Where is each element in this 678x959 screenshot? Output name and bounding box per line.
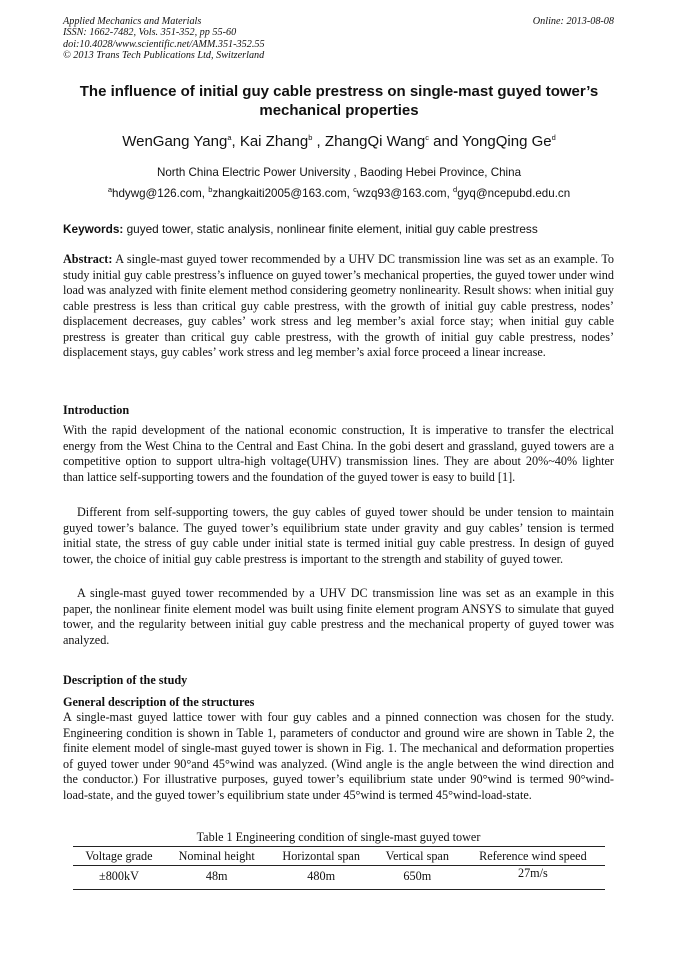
abstract-label: Abstract: bbox=[63, 252, 113, 266]
email-address: wzq93@163.com bbox=[356, 187, 447, 200]
engineering-condition-table bbox=[73, 846, 605, 890]
email-sep: , bbox=[446, 187, 454, 200]
table-cell: 480m bbox=[269, 866, 374, 890]
study-heading: Description of the study bbox=[63, 673, 188, 687]
copyright-line: © 2013 Trans Tech Publications Ltd, Switzerland bbox=[63, 50, 265, 62]
author-sup: c bbox=[425, 133, 429, 142]
table-header-cell: Vertical span bbox=[374, 847, 461, 866]
structures-subheading: General description of the structures bbox=[63, 695, 255, 709]
doi-line: doi:10.4028/www.scientific.net/AMM.351-352.55 bbox=[63, 38, 265, 50]
author-sup: a bbox=[227, 133, 232, 142]
email-address: hdywg@126.com bbox=[112, 187, 202, 200]
keywords bbox=[63, 222, 538, 236]
email-address: zhangkaiti2005@163.com bbox=[212, 187, 347, 200]
table-cell: ±800kV bbox=[73, 866, 165, 890]
intro-paragraph-3: A single-mast guyed tower recommended by a UHV DC transmission line was set as an example in this paper, the nonlinear finite element model was built using finite element program ANSYS to simulate that guyed tower, and the regularity between initial guy cable prestress and the mechanical property of guyed tower was analyzed. bbox=[63, 586, 614, 647]
author-sep: and bbox=[428, 133, 463, 150]
email-sep: , bbox=[201, 187, 209, 200]
table-header-cell: Nominal height bbox=[165, 847, 269, 866]
table-header-cell: Voltage grade bbox=[73, 847, 165, 866]
email-sup: a bbox=[107, 185, 112, 195]
abstract-text: A single-mast guyed tower recommended by a UHV DC transmission line was set as an example. To study initial guy cable prestress’s influence on guyed tower’s mechanical properties, the guyed tower under wind load was analyzed with finite element method considering geometry nonlinearity. Result shows: when initial guy cable prestress is less than critical guy cable prestress, with the growth of initial guy cable prestress, nodes’ displacement decreases, guy cables’ work stress and leg member’s axial force stay; when initial guy cable prestress is greater than critical guy cable prestress, with the growth of initial guy cable prestress, nodes’ displacement stays, guy cables’ work stress and leg member’s axial force proceed a linear increase. bbox=[63, 252, 615, 360]
author-sep: , bbox=[231, 133, 240, 150]
keywords-label: Keywords: bbox=[63, 222, 124, 236]
table-cell: 27m/s bbox=[461, 866, 605, 890]
author-name: Kai Zhang bbox=[239, 133, 309, 150]
email-sup: d bbox=[453, 185, 458, 195]
table-header-cell: Reference wind speed bbox=[461, 847, 605, 866]
journal-header bbox=[63, 16, 265, 62]
intro-paragraph-2: Different from self-supporting towers, the guy cables of guyed tower should be under tension to maintain guyed tower’s balance. The guyed tower’s equilibrium state under gravity and guy cables’ tension is termed initial state, the stress of guy cable under initial state is termed initial guy cable prestress. In design of guyed tower, the choice of initial guy cable prestress is important to the strength and stability of guyed tower. bbox=[63, 505, 614, 566]
email-sep: , bbox=[346, 187, 354, 200]
author-name: WenGang Yang bbox=[122, 133, 228, 150]
journal-name: Applied Mechanics and Materials bbox=[63, 16, 202, 27]
table-row bbox=[73, 866, 605, 890]
table-cell: 650m bbox=[374, 866, 461, 890]
introduction-heading: Introduction bbox=[63, 403, 130, 417]
table-caption: Table 1 Engineering condition of single-mast guyed tower bbox=[196, 830, 481, 844]
keywords-text: guyed tower, static analysis, nonlinear finite element, initial guy cable prestress bbox=[126, 222, 538, 236]
email-sup: c bbox=[353, 185, 357, 195]
title-line-2: mechanical properties bbox=[259, 102, 419, 119]
table-header-row bbox=[73, 847, 605, 866]
table-cell: 48m bbox=[165, 866, 269, 890]
email-sup: b bbox=[208, 185, 213, 195]
author-name: ZhangQi Wang bbox=[324, 133, 426, 150]
title-line-1: The influence of initial guy cable prestress on single-mast guyed tower’s bbox=[79, 83, 599, 100]
issn-line: ISSN: 1662-7482, Vols. 351-352, pp 55-60 bbox=[63, 27, 237, 39]
author-name: YongQing Ge bbox=[462, 133, 552, 150]
intro-paragraph-1: With the rapid development of the national economic construction, It is imperative to transfer the electrical energy from the West China to the Central and East China. In the gobi desert and grassland, guyed towers are a competitive option to support ultra-high voltage(UHV) transmission lines. They are about 20%~40% lighter than lattice self-supporting towers and the foundation of the guyed tower is easy to build [1]. bbox=[63, 423, 614, 484]
table-header-cell: Horizontal span bbox=[269, 847, 374, 866]
author-sup: b bbox=[308, 133, 313, 142]
email-address: gyq@ncepubd.edu.cn bbox=[457, 187, 571, 200]
email-list bbox=[40, 187, 638, 200]
author-sup: d bbox=[551, 133, 556, 142]
online-date: Online: 2013-08-08 bbox=[532, 16, 614, 27]
abstract bbox=[63, 252, 614, 361]
affiliation: North China Electric Power University , Baoding Hebei Province, China bbox=[156, 166, 522, 179]
author-sep: , bbox=[312, 133, 325, 150]
paper-title bbox=[50, 82, 628, 120]
author-list bbox=[40, 133, 638, 150]
study-paragraph-1: A single-mast guyed lattice tower with four guy cables and a pinned connection was chosen for the study. Engineering condition is shown in Table 1, parameters of conductor and ground wire are shown in Table 2, the finite element model of single-mast guyed tower is shown in Fig. 1. The mechanical and deformation properties of guyed tower under 90°and 45°wind was analyzed. (Wind angle is the angle between the wind direction and the conductor.) For illustrative purposes, guyed tower’s equilibrium state under 90°wind is termed 90°wind-load-state, and the guyed tower’s equilibrium state under 45°wind is termed 45°wind-load-state. bbox=[63, 710, 614, 802]
